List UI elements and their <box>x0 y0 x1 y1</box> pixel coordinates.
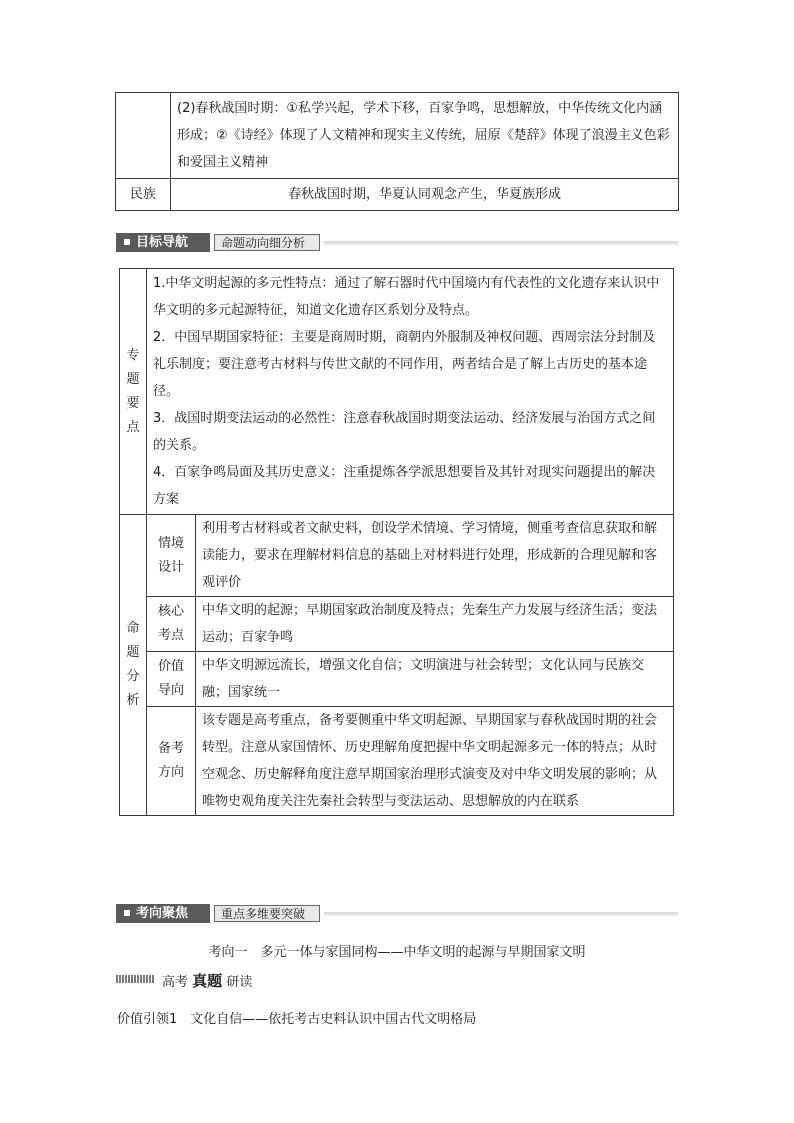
target-navigation-table <box>119 268 674 816</box>
section-tag-focus: 考向聚焦 <box>116 904 210 923</box>
square-bullet-icon <box>124 910 130 916</box>
topic-point: 4．百家争鸣局面及其历史意义：注重提炼各学派思想要旨及其针对现实问题提出的解决方案 <box>153 465 656 507</box>
ethnic-content-cell: 春秋战国时期，华夏认同观念产生，华夏族形成 <box>171 179 679 211</box>
row-text-prep: 该专题是高考重点，备考要侧重中华文明起源、早期国家与春秋战国时期的社会转型。注意从家国情怀、历史理解角度把握中华文明起源多元一体的特点；从时空观念、历史解释角度注意早期国家治理形式演变及对中华文明发展的影响；从唯物史观角度关注先秦社会转型与变法运动、思想解放的内在联系 <box>196 707 674 816</box>
section-rule <box>324 912 678 916</box>
row-label-core: 核心 考点 <box>147 597 196 652</box>
row-text-value: 中华文明源远流长，增强文化自信；文明演进与社会转型；文化认同与民族交融；国家统一 <box>196 652 674 707</box>
exam-reading-header <box>116 970 316 988</box>
section-subtitle-target: 命题动向细分析 <box>214 234 320 251</box>
row-label-prep: 备考 方向 <box>147 707 196 816</box>
ethnic-label-cell: 民族 <box>116 179 171 211</box>
section-header-target <box>116 233 678 253</box>
row-text-core: 中华文明的起源；早期国家政治制度及特点；先秦生产力发展与经济生活；变法运动；百家争鸣 <box>196 597 674 652</box>
section-subtitle-focus: 重点多维要突破 <box>214 905 320 922</box>
focus-direction-title: 考向一 多元一体与家国同构——中华文明的起源与早期国家文明 <box>208 945 586 960</box>
blank-label-cell <box>116 93 171 179</box>
section-header-focus <box>116 904 678 924</box>
topic-points-label: 专 题 要 点 <box>120 269 147 515</box>
row-label-scenario: 情境 设计 <box>147 515 196 597</box>
square-bullet-icon <box>124 239 130 245</box>
topic-point: 3．战国时期变法运动的必然性：注意春秋战国时期变法运动、经济发展与治国方式之间的关系。 <box>153 411 656 453</box>
reading-prefix: 高考 <box>162 975 189 990</box>
culture-content-cell: (2)春秋战国时期：①私学兴起，学术下移，百家争鸣，思想解放，中华传统文化内涵形成；②《诗经》体现了人文精神和现实主义传统，屈原《楚辞》体现了浪漫主义色彩和爱国主义精神 <box>171 93 679 179</box>
row-label-value: 价值 导向 <box>147 652 196 707</box>
stripe-decoration <box>116 975 154 983</box>
topic-point: 1.中华文明起源的多元性特点：通过了解石器时代中国境内有代表性的文化遗存来认识中华文明的多元起源特征，知道文化遗存区系划分及特点。 <box>153 276 660 318</box>
section-rule <box>324 241 678 245</box>
reading-emphasis: 真题 <box>192 972 223 990</box>
row-text-scenario: 利用考古材料或者文献史料，创设学术情境、学习情境，侧重考查信息获取和解读能力，要求在理解材料信息的基础上对材料进行处理，形成新的合理见解和客观评价 <box>196 515 674 597</box>
topic-points-cell <box>147 269 674 515</box>
value-lead-heading: 价值引领1 文化自信——依托考古史料认识中国古代文明格局 <box>117 1012 477 1027</box>
history-summary-table <box>115 92 679 211</box>
reading-suffix: 研读 <box>226 975 253 990</box>
proposition-analysis-label: 命 题 分 析 <box>120 515 147 816</box>
section-tag-target: 目标导航 <box>116 233 210 252</box>
topic-point: 2．中国早期国家特征：主要是商周时期，商朝内外服制及神权问题、西周宗法分封制及礼乐制度；要注意考古材料与传世文献的不同作用，两者结合是了解上古历史的基本途径。 <box>153 330 656 399</box>
